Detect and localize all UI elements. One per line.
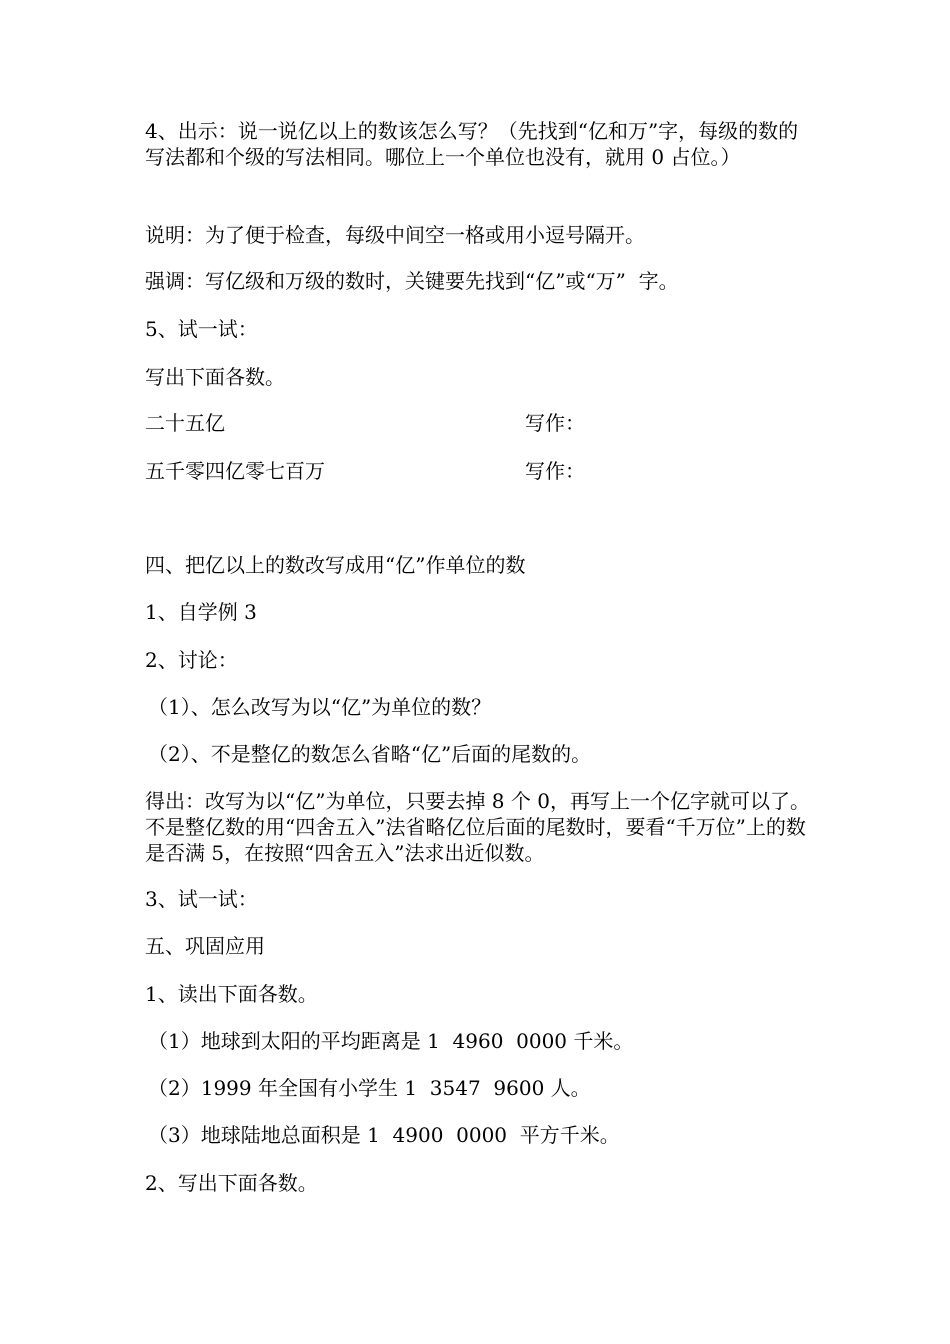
exercise-number-words: 二十五亿 <box>145 411 225 435</box>
read-numbers-item: 1、读出下面各数。 <box>145 982 318 1006</box>
read-number-2: （2）1999 年全国有小学生 1 3547 9600 人。 <box>148 1076 591 1100</box>
discussion-question-2: （2）、不是整亿的数怎么省略“亿”后面的尾数的。 <box>148 742 592 766</box>
exercise-row <box>145 458 815 484</box>
discussion-item: 2、讨论： <box>145 648 238 672</box>
write-numbers-item: 2、写出下面各数。 <box>145 1171 318 1195</box>
section-4-heading: 四、把亿以上的数改写成用“亿”作单位的数 <box>145 553 526 577</box>
step-5-heading: 5、试一试： <box>145 317 258 341</box>
write-as-label: 写作： <box>525 459 585 483</box>
section-5-heading: 五、巩固应用 <box>145 934 265 958</box>
self-study-item: 1、自学例 3 <box>145 600 257 624</box>
emphasis-paragraph: 强调：写亿级和万级的数时，关键要先找到“亿”或“万” 字。 <box>145 269 679 293</box>
conclusion-paragraph: 得出：改写为以“亿”为单位，只要去掉 8 个 0，再写上一个亿字就可以了。不是整亿数的用“四舍五入”法省略亿位后面的尾数时，要看“千万位”上的数是否满 5，在按照“四舍五入”法求出近似数。 <box>145 789 810 865</box>
exercise-number-words: 五千零四亿零七百万 <box>145 459 325 483</box>
explanation-paragraph: 说明：为了便于检查，每级中间空一格或用小逗号隔开。 <box>145 223 645 247</box>
read-number-3: （3）地球陆地总面积是 1 4900 0000 平方千米。 <box>148 1123 620 1147</box>
write-as-label: 写作： <box>525 411 585 435</box>
discussion-question-1: （1）、怎么改写为以“亿”为单位的数？ <box>148 695 492 719</box>
step-4-paragraph: 4、出示：说一说亿以上的数该怎么写？（先找到“亿和万”字，每级的数的写法都和个级的写法相同。哪位上一个单位也没有，就用 0 占位。） <box>145 119 799 169</box>
exercise-row <box>145 410 815 436</box>
write-numbers-instruction: 写出下面各数。 <box>145 365 285 389</box>
try-it-item: 3、试一试： <box>145 887 258 911</box>
read-number-1: （1）地球到太阳的平均距离是 1 4960 0000 千米。 <box>148 1029 634 1053</box>
